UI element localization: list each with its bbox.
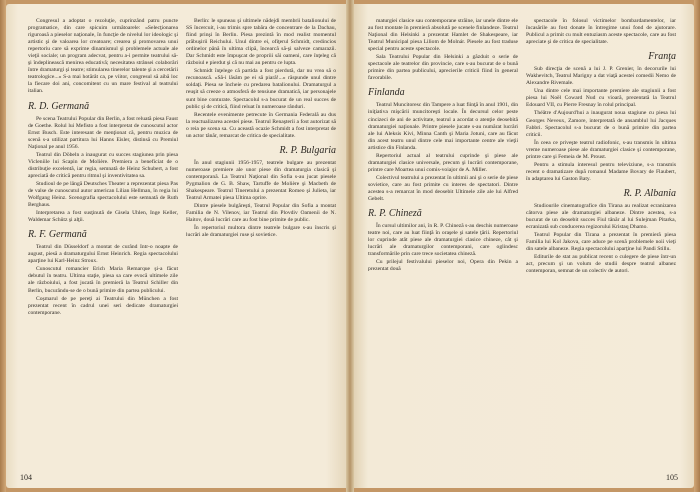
paragraph: spectacole în folosul victimelor bombardamentelor, iar încasările au fost donate în întregime unui fond de ajutorare. Publicul a primit cu mult entuziasm aceste spectacole, care au fost apreciate şi de critica de specialitate. xyxy=(526,18,676,46)
right-column-1 xyxy=(368,18,518,274)
paragraph: maturgiei clasice sau contemporane străine, iar unele dintre ele au fost montate în premieră absolută pe scenele finlandeze. Teatrul Naţional din Helsinki a prezentat Hamlet de Shakespeare, iar Teatrul Municipal piesa Liliom de Molnár. Piesele au fost traduse special pentru aceste spectacole. xyxy=(368,18,518,53)
paragraph: Repertoriul actual al teatrului cuprinde şi piese ale dramaturgiei clasice universale, precum şi lucrări contemporane, printre care Moartea unui comis-voiajor de A. Miller. xyxy=(368,152,518,173)
paragraph: Interpretarea a fost susţinută de Gisela Uhlen, Inge Keller, Waldemar Schütz şi alţii. xyxy=(28,210,178,224)
section-heading: R. P. Albania xyxy=(623,187,676,199)
paragraph: Teatrul Muncitoresc din Tampere a luat fiinţă în anul 1901, din iniţiativa mişcării muncitoreşti locale. În decursul celor peste cincizeci de ani de activitate, teatrul a acordat o atenţie deosebită dramaturgiei naţionale. Printre piesele jucate s-au numărat lucrări ale lui Aleksis Kivi, Minna Canth şi Maria Jotuni, care au făcut din acest teatru unul dintre cele mai importante centre ale vieţii artistice din Finlanda. xyxy=(368,102,518,151)
paragraph: În anul stagiunii 1956-1957, teatrele bulgare au prezentat numeroase premiere ale unor piese din dramaturgia clasică şi contemporană. La Teatrul Naţional din Sofia s-au jucat piesele Pygmalion de G. B. Shaw, Tartuffe de Molière şi Macbeth de Shakespeare. Teatrul Tineretului a prezentat Romeo şi Julieta, iar Teatrul Armatei piesa Ultima oprire. xyxy=(186,159,336,202)
page-number-left: 104 xyxy=(20,473,32,482)
paragraph: Dintre piesele bulgăreşti, Teatrul Popular din Sofia a montat Familia de N. Vilenov, iar Teatrul din Plovdiv Oamenii de N. Haitov, două lucrări care au fost bine primite de public. xyxy=(186,203,336,224)
section-heading: R. P. Chineză xyxy=(368,208,422,220)
paragraph: În cursul ultimilor ani, în R. P. Chineză s-au deschis numeroase teatre noi, care au luat fiinţă în oraşele şi satele ţării. Repertoriul lor cuprinde atât piese ale dramaturgiei clasice chineze, cât şi lucrări ale dramaturgilor contemporani, care oglindesc transformările prin care trece societatea chineză. xyxy=(368,223,518,258)
page-number-right: 105 xyxy=(666,473,678,482)
paragraph: În ceea ce priveşte teatrul radiofonic, s-au transmis în ultima vreme numeroase piese ale dramaturgiei clasice şi contemporane, printre care şi Femeia de M. Proust. xyxy=(526,139,676,160)
paragraph: Sala Teatrului Popular din Helsinki a găzduit o serie de spectacole ale teatrelor din provincie, care s-au bucurat de o bună primire din partea publicului, aprecierile criticii fiind în general favorabile. xyxy=(368,54,518,82)
left-column-1 xyxy=(28,18,178,318)
section-heading: Franţa xyxy=(648,51,676,63)
paragraph: Studioul de pe lângă Deutsches Theater a reprezentat piesa Pas de valse de cunoscutul autor american Lilian Hellman, în regia lui Wolfgang Heinz. Scenografia spectacolului este semnată de Ruth Berghaus. xyxy=(28,180,178,209)
paragraph: Congresul a adoptat o rezoluţie, cuprinzând patru puncte programatice, din care spicuim următoarele: «Selecţionarea riguroasă a pieselor naţionale, în funcţie de nivelul lor ideologic şi artistic şi de valoarea lor creatoare; crearea şi promovarea unui repertoriu care să exprime dinamismul şi problemele actuale ale vieţii sociale; un program adecvat, pentru a-i permite teatrului să-şi îndeplinească menirea educativă; necesitatea strânsei colaborări între dramaturgi şi teatre; stimularea tinerelor talente şi a cercetării teatrologice...» S-a mai hotărât ca, pe viitor, congresul să aibă loc la fiecare doi ani, concomitent cu un mare festival al teatrului italian. xyxy=(28,18,178,95)
left-column-2 xyxy=(186,18,336,240)
section-heading: R. D. Germană xyxy=(28,100,90,112)
paragraph: Schmidt înţelege că partida a fost pierdută, dar nu vrea să o recunoască. «Să-i lăsăm pe ei să piară!...» răspunde unul dintre soldaţi. Piesa se încheie cu predarea batalionului. Dramaturgul a reuşit să creeze o atmosferă de tensiune dramatică, iar personajele sunt bine conturate. Spectacolul s-a bucurat de un real succes de public şi de critică, fiind reluat în numeroase rânduri. xyxy=(186,68,336,110)
right-column-2 xyxy=(526,18,676,276)
paragraph: Sub direcţia de scenă a lui J. P. Grenier, în decorurile lui Wakhevitch, Teatrul Marigny a dat viaţă acestei comedii Nemo de Alexandre Rivemale. xyxy=(526,66,676,87)
paragraph: Teatrul din Döbeln a inaugurat cu succes stagiunea prin piesa Vicleniile lui Scapin de Molière. Premiera a beneficiat de o distribuţie excelentă, iar regia, semnată de Heinz Schubert, a fost apreciată de critică pentru ritmul şi inventivitatea sa. xyxy=(28,151,178,179)
paragraph: Berlin: le spuneau şi ultimele nădejdi membrii batalionului de SS încercuit, i-au trimis spre tabăra de concentrare de la Dachau, fiind prinşi în Berlin. Piesa prezintă în mod realist momentul prăbuşirii Reichului. Unul dintre ei, ofiţerul Schmidt, credincios ordinelor până în ultima clipă, încearcă să-şi salveze camarazii. Dar Schmidt este împuşcat de propriii săi oameni, care înţeleg că războiul e pierdut şi că nu mai au pentru ce lupta. xyxy=(186,18,336,67)
right-page xyxy=(350,4,694,488)
book-gutter xyxy=(346,0,354,492)
left-page xyxy=(6,4,350,488)
paragraph: Recentele evenimente petrecute în Germania Federală au dus la reactualizarea acestei piese. Teatrul Renaşterii a fost autorizat să o reia pe scena sa. Cu această ocazie Schmidt a fost interpretat de un actor tânăr, remarcat de critica de specialitate. xyxy=(186,111,336,139)
paragraph: Una dintre cele mai importante premiere ale stagiunii a fost piesa lui Noël Coward Nud cu vioară, prezentată la Teatrul Edouard VII, cu Pierre Fresnay în rolul principal. xyxy=(526,88,676,109)
paragraph: Studiourile cinematografice din Tirana au realizat ecranizarea câtorva piese ale dramaturgiei albaneze. Dintre acestea, s-a bucurat de un deosebit succes Fiul tânăr al lui Sulejman Pitarka, ecranizată sub conducerea regizorului Kristaq Dhamo. xyxy=(526,202,676,231)
paragraph: Editurile de stat au publicat recent o culegere de piese într-un act, precum şi un volum de studii despre teatrul albanez contemporan, semnat de un colectiv de autori. xyxy=(526,254,676,275)
paragraph: Théâtre d'Aujourd'hui a inaugurat noua stagiune cu piesa lui Georges Neveux, Zamore, interpretată de ansamblul lui Jacques Fabbri. Spectacolul s-a bucurat de o bună primire din partea criticii. xyxy=(526,110,676,138)
paragraph: Cunoscutul romancier Erich Maria Remarque şi-a făcut debutul în teatru. Ultima staţie, piesa sa care evocă ultimele zile ale războiului, a fost jucată în premieră la Teatrul Schiller din Berlin, bucurându-se de o bună primire din partea publicului. xyxy=(28,266,178,294)
paragraph: Pentru a stimula interesul pentru televiziune, s-a transmis recent o dramatizare după romanul Madame Bovary de Flaubert, în adaptarea lui Gaston Baty. xyxy=(526,161,676,182)
section-heading: R. P. Bulgaria xyxy=(279,144,336,156)
paragraph: În repertoriul multora dintre teatrele bulgare s-au înscris şi lucrări ale dramaturgiei ruse şi sovietice. xyxy=(186,225,336,239)
paragraph: Pe scena Teatrului Popular din Berlin, a fost reluată piesa Faust de Goethe. Rolul lui Mefisto a fost interpretat de cunoscutul actor Ernst Busch. Este interesant de menţionat că, pentru muzica de scenă s-a utilizat partitura lui Hanns Eisler, distinsă cu Premiul Naţional pe anul 1956. xyxy=(28,115,178,150)
paragraph: Coşmarul de pe pereţi ai Teatrului din München a fost prezentat recent în cadrul unei seri dedicate dramaturgiei contemporane. xyxy=(28,295,178,316)
section-heading: Finlanda xyxy=(368,87,405,99)
right-cover-edge xyxy=(694,0,700,492)
paragraph: Teatrul din Düsseldorf a montat de curând Intr-o noapte de august, piesă a dramaturgului Ernst Heinrich. Regia spectacolului aparţine lui Karl-Heinz Stroux. xyxy=(28,244,178,265)
section-heading: R. F. Germană xyxy=(28,229,87,241)
paragraph: Colectivul teatrului a prezentat în ultimii ani şi o serie de piese sovietice, care au fost primite cu interes de spectatori. Dintre acestea s-a remarcat în mod deosebit Ultimele zile ale lui Alfred Gebelt. xyxy=(368,174,518,203)
paragraph: Teatrul Popular din Tirana a prezentat în premieră piesa Familia lui Kol Jakova, care aduce pe scenă problemele noii vieţi din satele albaneze. Regia spectacolului aparţine lui Pandi Stillu. xyxy=(526,232,676,253)
paragraph: Cu prilejul festivalului pieselor noi, Opera din Pekin a prezentat două xyxy=(368,259,518,273)
